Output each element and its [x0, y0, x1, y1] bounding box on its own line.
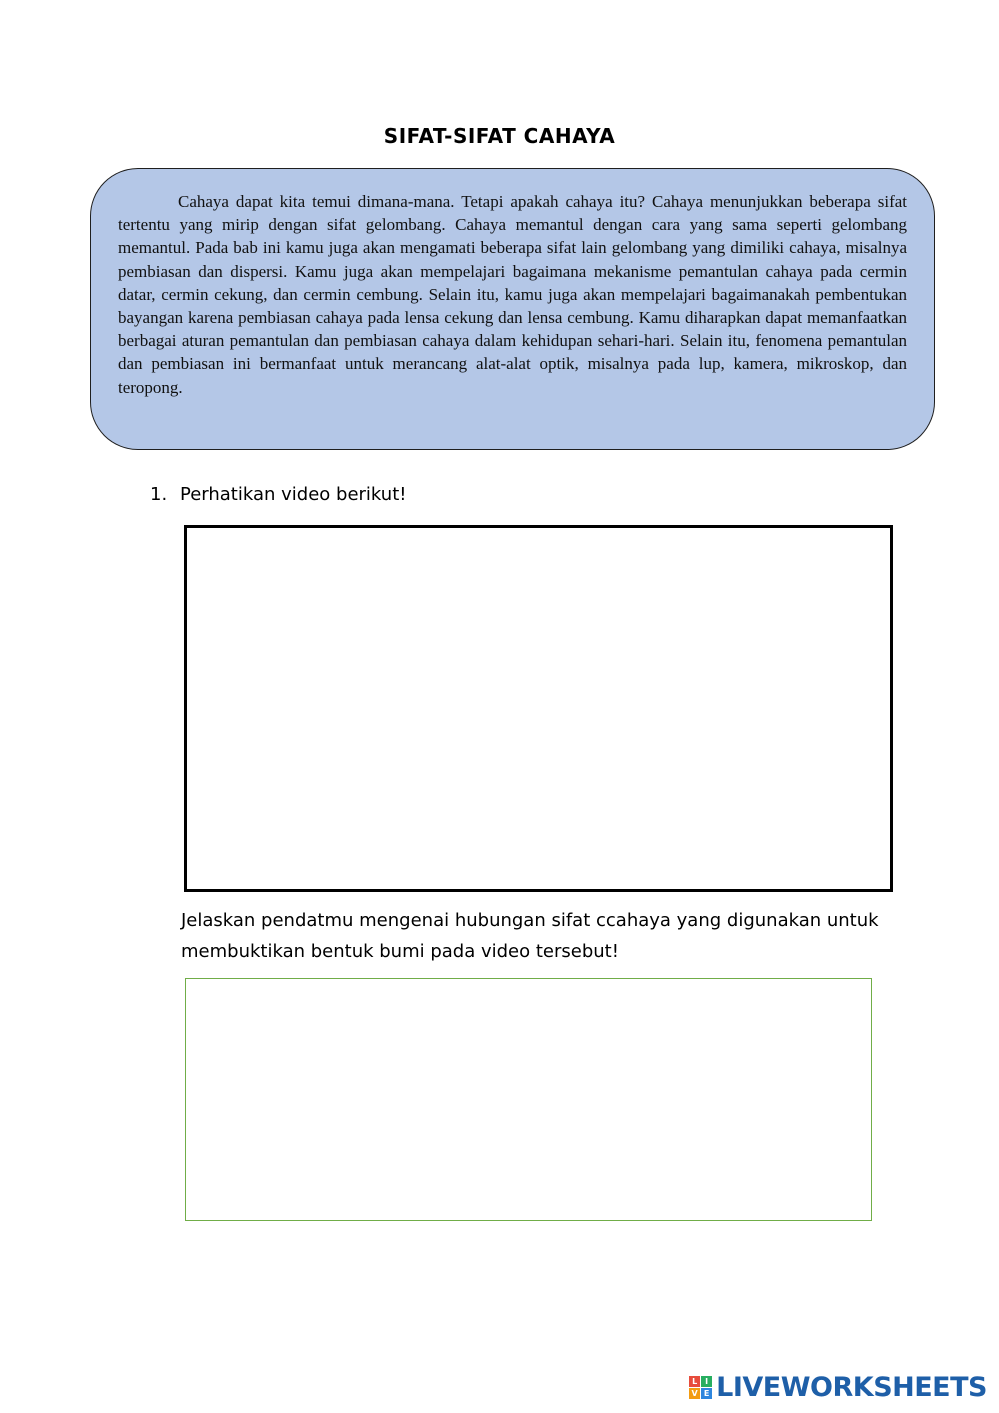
question-prompt: Jelaskan pendatmu mengenai hubungan sifat ccahaya yang digunakan untuk membuktikan bentuk bumi pada video tersebut! — [181, 910, 879, 962]
video-embed[interactable] — [184, 525, 893, 892]
question-number: 1. — [150, 484, 168, 505]
liveworksheets-logo[interactable] — [689, 1372, 987, 1403]
question-text: Perhatikan video berikut! — [180, 484, 407, 505]
question-1 — [150, 484, 406, 505]
logo-text: LIVEWORKSHEETS — [716, 1372, 987, 1403]
intro-panel — [90, 168, 935, 450]
worksheet-title: SIFAT-SIFAT CAHAYA — [383, 124, 616, 148]
liveworksheets-logo-icon: L I V E — [689, 1376, 712, 1399]
intro-paragraph: Cahaya dapat kita temui dimana-mana. Tetapi apakah cahaya itu? Cahaya menunjukkan beberapa sifat tertentu yang mirip dengan sifat gelombang. Cahaya memantul dengan cara yang sama seperti gelombang memantul. Pada bab ini kamu juga akan mengamati beberapa sifat lain gelombang yang dimiliki cahaya, misalnya pembiasan dan dispersi. Kamu juga akan mempelajari bagaimana mekanisme pemantulan cahaya pada cermin datar, cermin cekung, dan cermin cembung. Selain itu, kamu juga akan mempelajari bagaimanakah pembentukan bayangan karena pembiasan cahaya pada lensa cekung dan lensa cembung. Kamu diharapkan dapat memanfaatkan berbagai aturan pemantulan dan pembiasan cahaya dalam kehidupan sehari-hari. Selain itu, fenomena pemantulan dan pembiasan ini bermanfaat untuk merancang alat-alat optik, misalnya pada lup, kamera, mikroskop, dan teropong. — [118, 192, 907, 397]
answer-input[interactable] — [185, 978, 872, 1221]
